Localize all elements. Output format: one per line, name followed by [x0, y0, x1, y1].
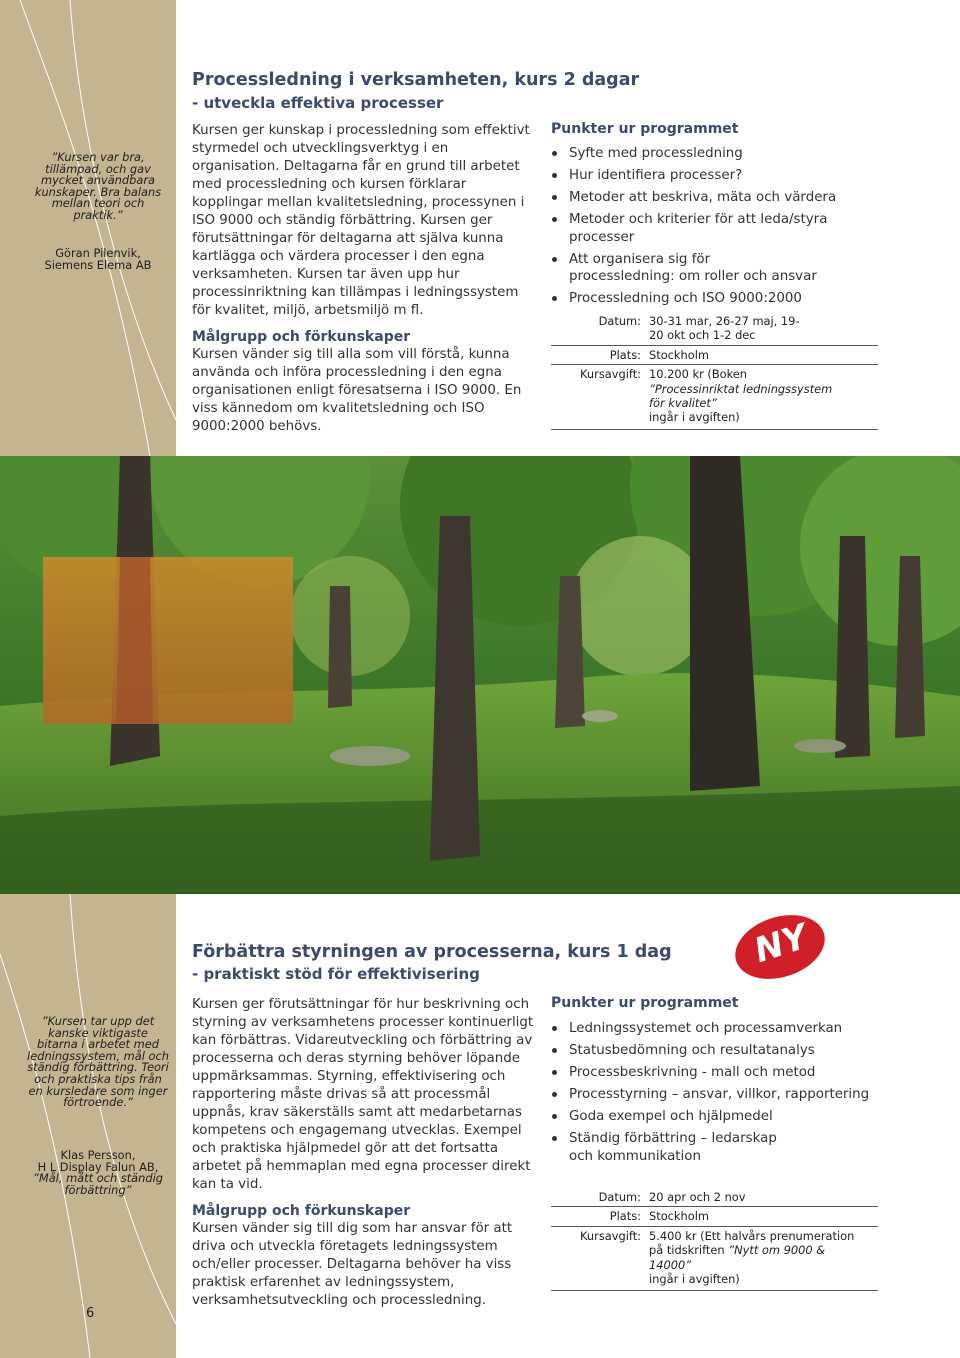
author-company: H L Display Falun AB, [37, 1159, 159, 1174]
list-item: Goda exempel och hjälpmedel [551, 1108, 881, 1126]
date-label: Datum: [598, 314, 641, 328]
forest-illustration [0, 456, 960, 894]
testimonial-author [26, 248, 170, 271]
course2-program-list [551, 1020, 881, 1170]
fee-label: Kursavgift: [580, 367, 641, 382]
place-row [551, 1209, 878, 1223]
place-value: Stockholm [649, 1209, 709, 1224]
course1-subtitle: - utveckla effektiva processer [192, 94, 444, 112]
fee-value: 10.200 kr (Boken ”Processinriktat ledningssystem för kvalitet” ingår i avgiften) [649, 367, 833, 425]
forest-photo [0, 456, 960, 894]
course1-info [551, 314, 878, 430]
sidebar-top [0, 0, 176, 456]
list-item: Metoder att beskriva, mäta och värdera [551, 189, 881, 207]
fee-value: 5.400 kr (Ett halvårs prenumeration på tidskriften ”Nytt om 9000 & 14000” ingår i avgiften) [649, 1228, 855, 1287]
place-label: Plats: [609, 1209, 641, 1224]
badge-text: NY [749, 916, 813, 972]
decorative-curves [0, 894, 176, 1358]
list-item: Metoder och kriterier för att leda/styra processer [551, 211, 881, 246]
page-number: 6 [86, 1306, 95, 1321]
course2-target-heading: Målgrupp och förkunskaper [192, 1203, 411, 1219]
fee-row [551, 1229, 878, 1287]
list-item: Processbeskrivning - mall och metod [551, 1064, 881, 1082]
date-row [551, 314, 878, 343]
testimonial-author [26, 1150, 170, 1196]
course1-program-list [551, 145, 881, 313]
place-label: Plats: [609, 347, 641, 362]
place-row [551, 348, 878, 362]
list-item: Processtyrning – ansvar, villkor, rapportering [551, 1086, 881, 1104]
author-name: Klas Persson, [60, 1148, 136, 1162]
list-item: Att organisera sig för processledning: om roller och ansvar [551, 251, 819, 286]
course2-info [551, 1190, 878, 1291]
author-name: Göran Pilenvik, [55, 246, 141, 260]
course1-target-heading: Målgrupp och förkunskaper [192, 329, 411, 345]
fee-label: Kursavgift: [580, 1228, 641, 1243]
testimonial-quote: ”Kursen tar upp det kanske viktigaste bitarna i arbetet med ledningssystem, mål och ständig förbättring. Teori och praktiska tips från en kursledare som inger förtroende.” [27, 1014, 169, 1110]
list-item: Statusbedömning och resultatanalys [551, 1042, 881, 1060]
date-label: Datum: [598, 1190, 641, 1204]
author-book: ”Mål, mått och ständig förbättring” [32, 1171, 164, 1197]
list-item: Hur identifiera processer? [551, 167, 881, 185]
testimonial-quote: ”Kursen var bra, tillämpad, och gav mycket användbara kunskaper. Bra balans mellan teori och praktik.” [34, 150, 162, 222]
course1-title: Processledning i verksamheten, kurs 2 dagar [192, 70, 640, 90]
list-item: Ledningssystemet och processamverkan [551, 1020, 881, 1038]
course1-body [192, 122, 534, 436]
date-value: 30-31 mar, 26-27 maj, 19-20 okt och 1-2 dec [649, 314, 800, 343]
course2-program-heading: Punkter ur programmet [551, 995, 739, 1011]
course2-description: Kursen ger förutsättningar för hur beskrivning och styrning av verksamhetens processer kontinuerligt kan förbättras. Vidareutveckling och förbättring av processerna och deras styrning behöver löpande uppmärksammas. Styrning, effektivisering och rapportering måste drivas så att processmål uppnås, krav säkerställs samt att medarbetarnas kompetens och engagemang utvecklas. Exempel och praktiska hjälpmedel gör att det fortsatta arbetet på hemmaplan med egna processer direkt kan ta vid. [192, 997, 534, 1192]
list-item: Processledning och ISO 9000:2000 [551, 290, 881, 308]
new-badge [730, 912, 830, 982]
decorative-curves [0, 0, 176, 456]
course2-title: Förbättra styrningen av processerna, kurs 1 dag [192, 942, 672, 962]
fee-row [551, 367, 878, 425]
course2-body [192, 996, 534, 1310]
list-item: Syfte med processledning [551, 145, 881, 163]
sidebar-bottom [0, 894, 176, 1358]
course1-description: Kursen ger kunskap i processledning som effektivt styrmedel och utvecklingsverktyg i en organisation. Deltagarna får en grund till arbetet med processledning och kursen förklarar kopplingar mellan kvalitetsledning, processynen i ISO 9000 och ständig förbättring. Kursen ger förutsättningar för deltagarna att själva kunna kartlägga och värdera processer i den egna verksamheten. Kursen tar även upp hur processinriktning kan tillämpas i ledningssystem för kvalitet, miljö, arbetsmiljö m fl. [192, 123, 530, 318]
date-row [551, 1190, 878, 1204]
course2-subtitle: - praktiskt stöd för effektivisering [192, 965, 480, 983]
course2-target-text: Kursen vänder sig till dig som har ansvar för att driva och utveckla företagets ledningssystem och/eller processer. Deltagarna behöver ha viss praktisk erfarenhet av ledningssystem, verksamhetsutveckling och processledning. [192, 1221, 513, 1308]
date-value: 20 apr och 2 nov [649, 1190, 746, 1204]
course1-program-heading: Punkter ur programmet [551, 121, 739, 137]
place-value: Stockholm [649, 347, 709, 362]
course1-target-text: Kursen vänder sig till alla som vill förstå, kunna använda och införa processledning i den egna organisationen enligt föresatserna i ISO 9000. En viss kännedom om kvalitetsledning och ISO 9000:2000 behövs. [192, 347, 522, 434]
list-item: Ständig förbättring – ledarskap och kommunikation [551, 1130, 779, 1165]
author-company: Siemens Elema AB [44, 257, 152, 272]
